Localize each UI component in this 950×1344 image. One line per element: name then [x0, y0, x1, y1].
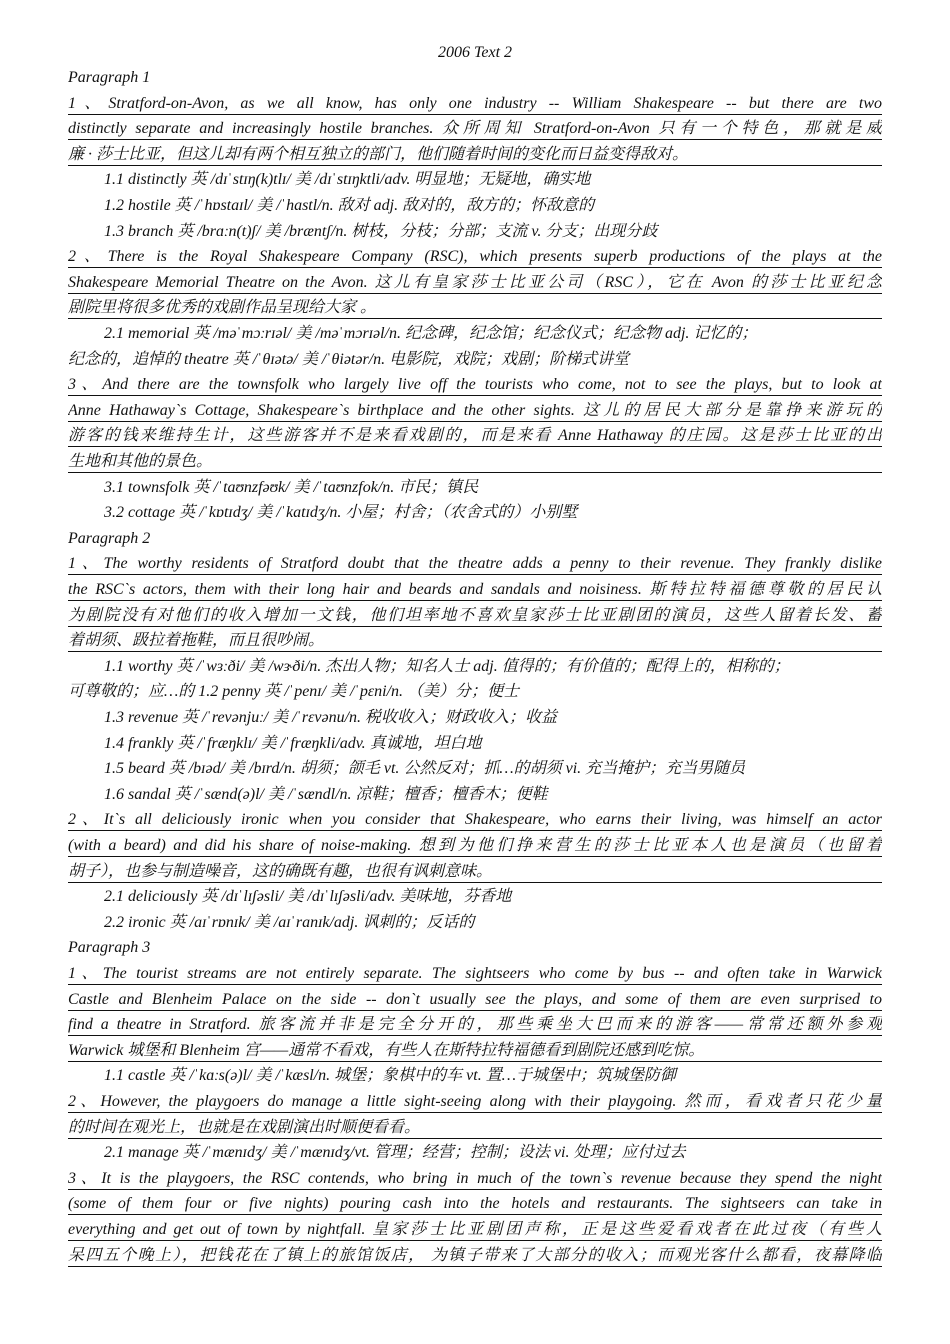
paragraph-heading: Paragraph 3: [68, 939, 151, 957]
vocab-line: 2.2 ironic 英 /aɪˈrɒnɪk/ 美 /aɪˈranɪk/adj. 讽刺的；反话的: [104, 913, 475, 931]
vocab-line: 3.1 townsfolk 英 /ˈtaʊnzfəʊk/ 美 /ˈtaʊnzfok/n. 市民；镇民: [104, 478, 479, 496]
sentence-line: Anne Hathaway`s Cottage, Shakespeare`s birthplace and the other sights. 这儿的居民大部分是靠挣来游玩的: [68, 401, 882, 422]
vocab-line: 2.1 manage 英 /ˈmænɪdʒ/ 美 /ˈmænɪdʒ/vt. 管理；经营；控制；设法 vi. 处理；应付过去: [104, 1144, 686, 1162]
sentence-line: Warwick 城堡和 Blenheim 宫——通常不看戏，有些人在斯特拉特福德看到剧院还感到吃惊。: [68, 1041, 882, 1062]
sentence-line: 2、There is the Royal Shakespeare Company (RSC), which presents superb productions of the plays at the: [68, 247, 882, 268]
sentence-line: find a theatre in Stratford. 旅客流并非是完全分开的，那些乘坐大巴而来的游客——常常还额外参观: [68, 1015, 882, 1036]
vocab-line: 2.1 deliciously 英 /dɪˈlɪʃəsli/ 美 /dɪˈlɪʃəsli/adv. 美味地，芬香地: [104, 888, 512, 906]
vocab-line: 1.3 revenue 英 /ˈrevənjuː/ 美 /ˈrɛvənu/n. 税收收入；财政收入；收益: [104, 709, 558, 726]
sentence-line: 游客的钱来维持生计，这些游客并不是来看戏剧的，而是来看 Anne Hathaway 的庄园。这是莎士比亚的出: [68, 426, 882, 447]
sentence-line: the RSC`s actors, them with their long hair and beards and sandals and noisiness. 斯特拉特福德尊敬的居民认: [68, 580, 882, 601]
sentence-line: 的时间在观光上，也就是在戏剧演出时顺便看看。: [68, 1118, 882, 1139]
sentence-line: Castle and Blenheim Palace on the side -- don`t usually see the plays, and some of them are even surprised to: [68, 990, 882, 1011]
document-title: 2006 Text 2: [437, 44, 513, 61]
vocab-line: 1.6 sandal 英 /ˈsænd(ə)l/ 美 /ˈsændl/n. 凉鞋；檀香；檀香木；便鞋: [104, 785, 548, 803]
sentence-line: 着胡须、趿拉着拖鞋，而且很吵闹。: [68, 631, 882, 652]
sentence-line: 1、The worthy residents of Stratford doubt that the theatre adds a penny to their revenue. They frankly dislike: [68, 554, 882, 575]
sentence-line: 生地和其他的景色。: [68, 452, 882, 473]
vocab-line: 2.1 memorial 英 /məˈmɔːrɪəl/ 美 /məˈmɔrɪəl/n. 纪念碑，纪念馆；纪念仪式；纪念物 adj. 记忆的；: [104, 325, 758, 342]
vocab-line: 3.2 cottage 英 /ˈkɒtɪdʒ/ 美 /ˈkatɪdʒ/n. 小屋；村舍；（农舍式的）小别墅: [104, 504, 578, 522]
sentence-line: (some of them four or five nights) pouring cash into the hotels and restaurants. The sightseers can take in: [68, 1194, 882, 1215]
sentence-line: 2、However, the playgoers do manage a little sight-seeing along with their playgoing. 然而，看戏者只花少量: [68, 1092, 882, 1113]
vocab-line: 1.2 hostile 英 /ˈhɒstaɪl/ 美 /ˈhastl/n. 敌对 adj. 敌对的，敌方的；怀敌意的: [104, 197, 595, 214]
sentence-line: 廉 · 莎士比亚，但这儿却有两个相互独立的部门，他们随着时间的变化而日益变得敌对。: [68, 145, 882, 166]
sentence-line: 胡子），也参与制造噪音，这的确既有趣，也很有讽刺意味。: [68, 862, 882, 883]
vocab-line: 1.4 frankly 英 /ˈfræŋklɪ/ 美 /ˈfræŋkli/adv. 真诚地，坦白地: [104, 734, 482, 752]
sentence-line: 1、Stratford-on-Avon, as we all know, has only one industry -- William Shakespeare -- but there are two: [68, 94, 882, 115]
sentence-line: 为剧院没有对他们的收入增加一文钱，他们坦率地不喜欢皇家莎士比亚剧团的演员，这些人留着长发、蓄: [68, 606, 882, 627]
vocab-line: 1.1 castle 英 /ˈkɑːs(ə)l/ 美 /ˈkæsl/n. 城堡；象棋中的车 vt. 置…于城堡中；筑城堡防御: [104, 1067, 676, 1085]
vocab-line: 可尊敬的；应…的 1.2 penny 英 /ˈpenɪ/ 美 /ˈpɛni/n. （美）分；便士: [68, 683, 520, 701]
sentence-line: (with a beard) and did his share of noise-making. 想到为他们挣来营生的莎士比亚本人也是演员（也留着: [68, 836, 882, 857]
vocab-line: 纪念的，追悼的 theatre 英 /ˈθɪətə/ 美 /ˈθiətər/n. 电影院，戏院；戏剧；阶梯式讲堂: [68, 350, 630, 368]
vocab-line: 1.1 distinctly 英 /dɪˈstɪŋ(k)tlɪ/ 美 /dɪˈstɪŋktli/adv. 明显地；无疑地，确实地: [104, 171, 591, 189]
sentence-line: 1、The tourist streams are not entirely separate. The sightseers who come by bus -- and often take in Warwick: [68, 964, 882, 985]
sentence-line: 2、It`s all deliciously ironic when you consider that Shakespeare, who earns their living, was himself an actor: [68, 810, 882, 831]
sentence-line: 呆四五个晚上），把钱花在了镇上的旅馆饭店， 为镇子带来了大部分的收入；而观光客什么都看，夜幕降临: [68, 1246, 882, 1267]
vocab-line: 1.1 worthy 英 /ˈwɜːði/ 美 /wɝði/n. 杰出人物；知名人士 adj. 值得的；有价值的；配得上的，相称的；: [104, 657, 790, 675]
sentence-line: 3、And there are the townsfolk who largely live off the tourists who come, not to see the plays, but to look at: [68, 375, 882, 396]
sentence-line: everything and get out of town by nightfall. 皇家莎士比亚剧团声称，正是这些爱看戏者在此过夜（有些人: [68, 1220, 882, 1241]
sentence-line: 剧院里将很多优秀的戏剧作品呈现给大家 。: [68, 298, 882, 319]
vocab-line: 1.3 branch 英 /brɑːn(t)ʃ/ 美 /bræntʃ/n. 树枝，分枝；分部；支流 v. 分支；出现分歧: [104, 222, 658, 240]
sentence-line: distinctly separate and increasingly hostile branches. 众所周知 Stratford-on-Avon 只有一个特色，那就是威: [68, 119, 882, 140]
paragraph-heading: Paragraph 1: [68, 69, 151, 86]
paragraph-heading: Paragraph 2: [68, 529, 151, 547]
sentence-line: 3、It is the playgoers, the RSC contends, who bring in much of the town`s revenue because they spend the night: [68, 1169, 882, 1190]
sentence-line: Shakespeare Memorial Theatre on the Avon. 这儿有皇家莎士比亚公司（RSC），它在 Avon 的莎士比亚纪念: [68, 273, 882, 294]
vocab-line: 1.5 beard 英 /bɪəd/ 美 /bɪrd/n. 胡须；颌毛 vt. 公然反对；抓…的胡须 vi. 充当掩护；充当男随员: [104, 760, 746, 778]
